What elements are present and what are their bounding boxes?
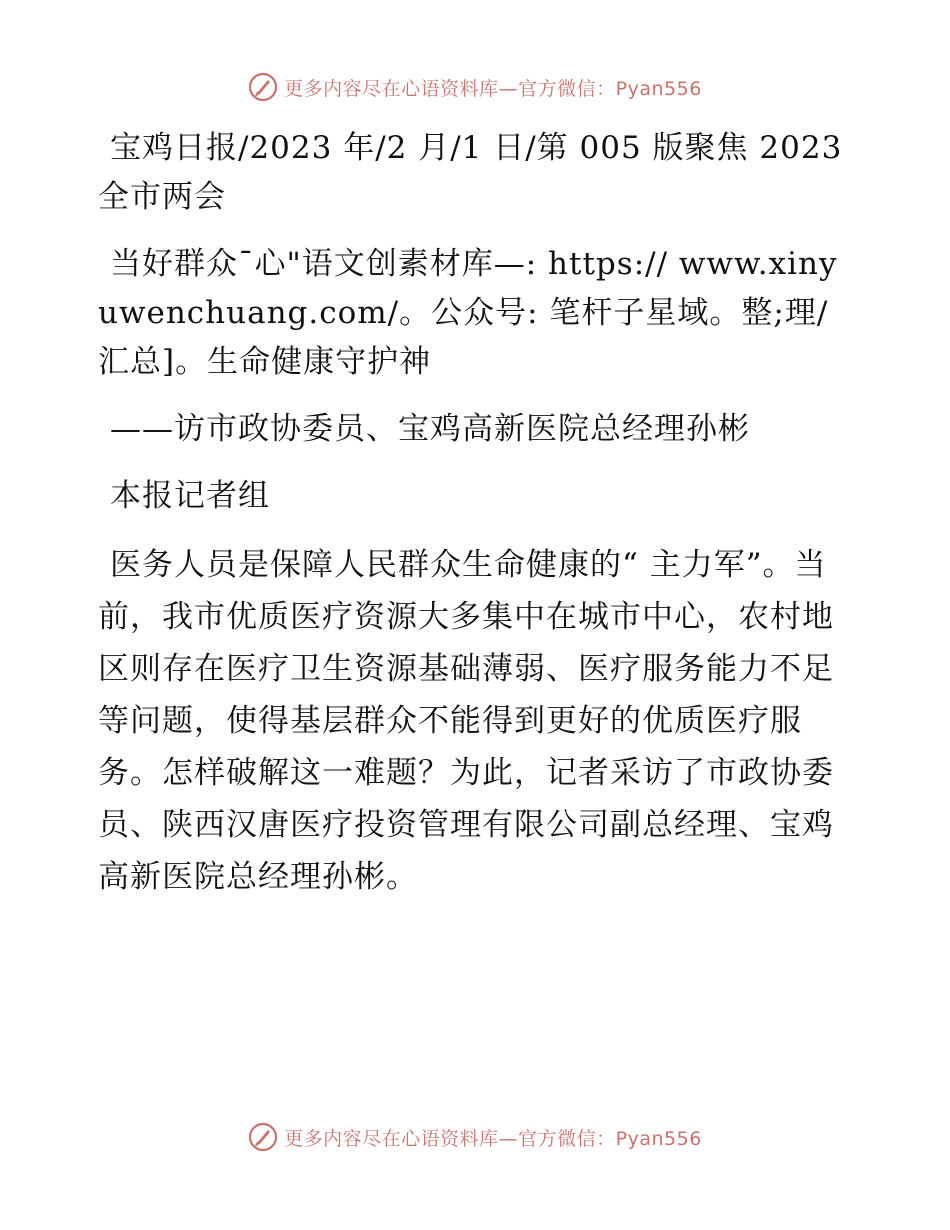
article-content — [98, 124, 858, 921]
subtitle-text: ——访市政协委员、宝鸡高新医院总经理孙彬 — [110, 411, 750, 447]
article-subtitle — [98, 405, 858, 454]
article-byline — [98, 472, 858, 521]
quill-logo-icon — [248, 1122, 278, 1152]
article-body — [98, 539, 858, 903]
quill-logo-icon — [248, 72, 278, 102]
article-source-note — [98, 240, 858, 387]
dateline-text: 宝鸡日报/2023 年/2 月/1 日/第 005 版聚焦 2023 全市两会 — [98, 130, 843, 215]
watermark-footer — [0, 1122, 950, 1152]
body-text: 医务人员是保障人民群众生命健康的“ 主力军”。当前，我市优质医疗资源大多集中在城市中心，农村地区则存在医疗卫生资源基础薄弱、医疗服务能力不足等问题，使得基层群众不能得到更好的优质医疗服务。怎样破解这一难题？为此，记者采访了市政协委员、陕西汉唐医疗投资管理有限公司副总经理、宝鸡高新医院总经理孙彬。 — [98, 547, 834, 895]
watermark-text: 更多内容尽在心语资料库—官方微信：Pyan556 — [284, 77, 702, 100]
article-dateline — [98, 124, 858, 222]
watermark-text: 更多内容尽在心语资料库—官方微信：Pyan556 — [284, 1127, 702, 1150]
byline-text: 本报记者组 — [110, 478, 270, 514]
source-note-text: 当好群众¯心"语文创素材库—: https:// www.xinyuwenchuang.com/。公众号: 笔杆子星域。整;理/汇总]。生命健康守护神 — [98, 246, 838, 380]
watermark-header — [0, 72, 950, 102]
